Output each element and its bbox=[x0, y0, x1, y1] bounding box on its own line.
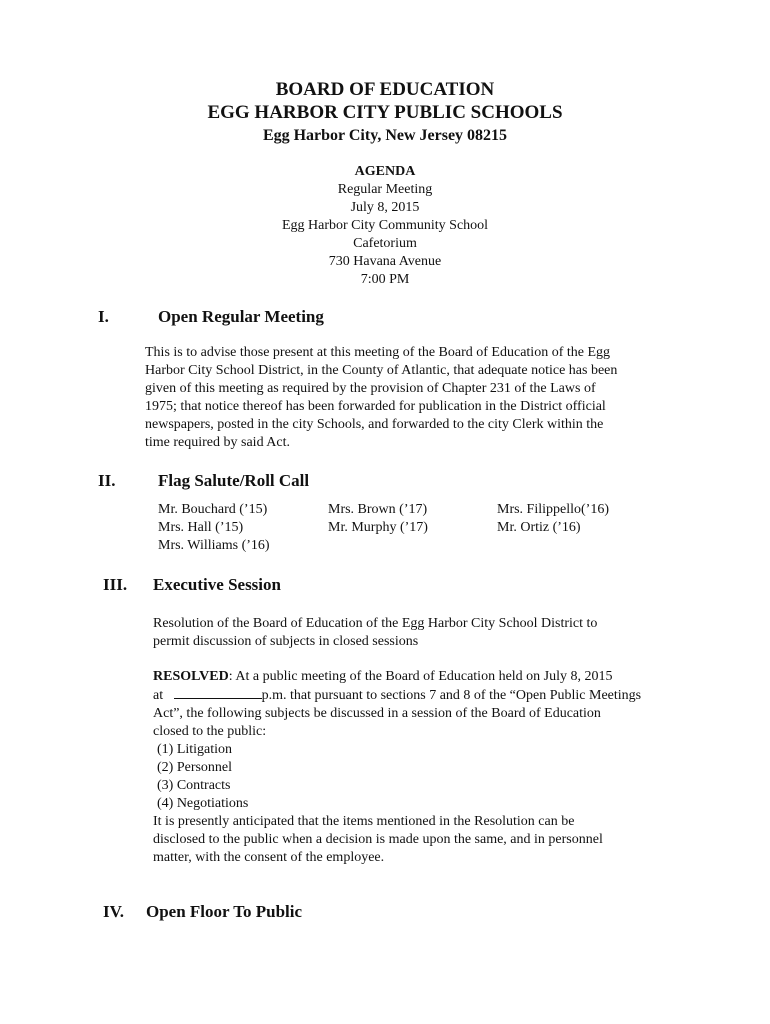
section-3-number: III. bbox=[103, 575, 128, 594]
body-line: 1975; that notice thereof has been forwarded for publication in the District official bbox=[145, 399, 606, 414]
roll-call-member: Mrs. Filippello(’16) bbox=[497, 502, 609, 517]
time-blank-field bbox=[174, 686, 262, 699]
meeting-location: Egg Harbor City Community School bbox=[281, 218, 489, 233]
session-item: (4) Negotiations bbox=[157, 796, 249, 811]
body-line: disclosed to the public when a decision is made upon the same, and in personnel bbox=[153, 832, 603, 847]
roll-call-member: Mrs. Brown (’17) bbox=[328, 502, 428, 517]
at-word: at bbox=[153, 688, 164, 703]
body-line: It is presently anticipated that the items mentioned in the Resolution can be bbox=[153, 814, 575, 829]
body-line: Act”, the following subjects be discussed in a session of the Board of Education bbox=[153, 706, 601, 721]
roll-call-member: Mrs. Hall (’15) bbox=[158, 520, 244, 535]
body-line: This is to advise those present at this meeting of the Board of Education of the Egg bbox=[145, 345, 611, 360]
roll-call-member: Mr. Bouchard (’15) bbox=[158, 502, 268, 517]
section-2-number: II. bbox=[98, 471, 116, 490]
district-address: Egg Harbor City, New Jersey 08215 bbox=[262, 127, 508, 144]
roll-call-member: Mrs. Williams (’16) bbox=[158, 538, 270, 553]
session-item: (1) Litigation bbox=[157, 742, 233, 757]
section-1-number: I. bbox=[98, 307, 109, 326]
body-line: Harbor City School District, in the County of Atlantic, that adequate notice has been bbox=[145, 363, 618, 378]
meeting-date: July 8, 2015 bbox=[350, 200, 420, 215]
body-line: Resolution of the Board of Education of the Egg Harbor City School District to bbox=[153, 616, 598, 631]
session-item: (2) Personnel bbox=[157, 760, 233, 775]
resolved-line bbox=[153, 668, 641, 686]
meeting-time: 7:00 PM bbox=[360, 272, 410, 287]
body-line: closed to the public: bbox=[153, 724, 267, 739]
resolved-paragraph bbox=[153, 668, 641, 867]
body-line: newspapers, posted in the city Schools, and forwarded to the city Clerk within the bbox=[145, 417, 604, 432]
after-blank-text: p.m. that pursuant to sections 7 and 8 of the “Open Public Meetings bbox=[261, 688, 642, 703]
resolved-text: : At a public meeting of the Board of Education held on July 8, 2015 bbox=[228, 669, 613, 684]
meeting-type: Regular Meeting bbox=[337, 182, 433, 197]
agenda-heading: AGENDA bbox=[354, 164, 416, 179]
body-line: time required by said Act. bbox=[145, 435, 291, 450]
section-4-number: IV. bbox=[103, 902, 124, 921]
body-line: matter, with the consent of the employee. bbox=[153, 850, 385, 865]
section-3-title: Executive Session bbox=[153, 575, 281, 594]
roll-call-member: Mr. Ortiz (’16) bbox=[497, 520, 581, 535]
section-4-title: Open Floor To Public bbox=[146, 902, 303, 921]
board-title: BOARD OF EDUCATION bbox=[275, 79, 495, 100]
section-1-body bbox=[145, 344, 617, 452]
meeting-address: 730 Havana Avenue bbox=[328, 254, 442, 269]
section-2-title: Flag Salute/Roll Call bbox=[158, 471, 310, 490]
resolution-intro bbox=[153, 615, 597, 651]
body-line: permit discussion of subjects in closed sessions bbox=[153, 634, 419, 649]
meeting-room: Cafetorium bbox=[353, 236, 417, 251]
body-line: given of this meeting as required by the provision of Chapter 231 of the Laws of bbox=[145, 381, 596, 396]
roll-call-member: Mr. Murphy (’17) bbox=[328, 520, 428, 535]
session-item: (3) Contracts bbox=[157, 778, 231, 793]
resolved-label: RESOLVED bbox=[153, 669, 229, 684]
time-line bbox=[153, 686, 641, 705]
district-name: EGG HARBOR CITY PUBLIC SCHOOLS bbox=[207, 102, 563, 123]
section-1-title: Open Regular Meeting bbox=[158, 307, 324, 326]
